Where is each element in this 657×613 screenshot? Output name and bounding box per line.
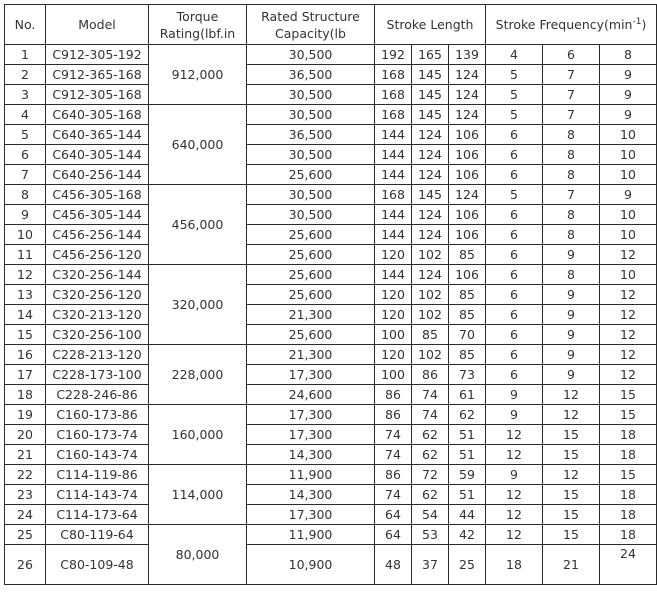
- table-row: [5, 205, 657, 225]
- model-cell: C320-256-100: [46, 325, 149, 345]
- model-cell: C228-213-120: [46, 345, 149, 365]
- stroke-frequency-2: 8: [543, 145, 600, 165]
- row-number: 11: [5, 245, 46, 265]
- table-row: [5, 345, 657, 365]
- table-row: [5, 285, 657, 305]
- stroke-frequency-1: 6: [486, 345, 543, 365]
- stroke-length-1: 192: [375, 45, 412, 65]
- stroke-frequency-3: 10: [600, 205, 657, 225]
- header-stroke-frequency: [486, 5, 657, 45]
- header-model: Model: [46, 5, 149, 45]
- stroke-frequency-3: 9: [600, 105, 657, 125]
- row-number: 18: [5, 385, 46, 405]
- stroke-frequency-1: 6: [486, 305, 543, 325]
- table-row: [5, 385, 657, 405]
- capacity-cell: 30,500: [247, 85, 375, 105]
- stroke-frequency-1: 12: [486, 445, 543, 465]
- stroke-length-1: 144: [375, 145, 412, 165]
- stroke-length-1: 74: [375, 425, 412, 445]
- stroke-frequency-2: 21: [543, 545, 600, 585]
- stroke-frequency-2: 7: [543, 65, 600, 85]
- table-row: [5, 465, 657, 485]
- row-number: 4: [5, 105, 46, 125]
- stroke-frequency-3: 12: [600, 365, 657, 385]
- table-row: [5, 365, 657, 385]
- stroke-length-3: 51: [449, 425, 486, 445]
- stroke-frequency-1: 6: [486, 245, 543, 265]
- row-number: 12: [5, 265, 46, 285]
- table-row: [5, 445, 657, 465]
- row-number: 6: [5, 145, 46, 165]
- stroke-frequency-3: 10: [600, 165, 657, 185]
- table-row: [5, 265, 657, 285]
- stroke-frequency-1: 5: [486, 65, 543, 85]
- capacity-cell: 17,300: [247, 405, 375, 425]
- table-row: [5, 245, 657, 265]
- table-row: [5, 325, 657, 345]
- stroke-length-2: 124: [412, 265, 449, 285]
- capacity-cell: 25,600: [247, 285, 375, 305]
- stroke-frequency-3: 9: [600, 65, 657, 85]
- capacity-cell: 30,500: [247, 205, 375, 225]
- capacity-cell: 30,500: [247, 45, 375, 65]
- stroke-length-1: 64: [375, 525, 412, 545]
- stroke-frequency-2: 12: [543, 405, 600, 425]
- stroke-frequency-1: 5: [486, 105, 543, 125]
- stroke-length-3: 124: [449, 85, 486, 105]
- stroke-length-1: 48: [375, 545, 412, 585]
- stroke-frequency-1: 6: [486, 285, 543, 305]
- model-cell: C228-246-86: [46, 385, 149, 405]
- stroke-length-3: 85: [449, 285, 486, 305]
- stroke-length-3: 73: [449, 365, 486, 385]
- stroke-frequency-2: 7: [543, 185, 600, 205]
- capacity-cell: 30,500: [247, 145, 375, 165]
- table-row: [5, 65, 657, 85]
- model-cell: C228-173-100: [46, 365, 149, 385]
- stroke-frequency-3: 12: [600, 345, 657, 365]
- stroke-frequency-3: 12: [600, 285, 657, 305]
- model-cell: C80-109-48: [46, 545, 149, 585]
- stroke-length-1: 144: [375, 265, 412, 285]
- stroke-length-2: 54: [412, 505, 449, 525]
- row-number: 7: [5, 165, 46, 185]
- stroke-frequency-3: 18: [600, 505, 657, 525]
- stroke-frequency-2: 12: [543, 385, 600, 405]
- stroke-length-1: 100: [375, 365, 412, 385]
- stroke-length-1: 120: [375, 345, 412, 365]
- stroke-length-3: 124: [449, 185, 486, 205]
- capacity-cell: 14,300: [247, 485, 375, 505]
- stroke-frequency-2: 9: [543, 245, 600, 265]
- table-row: [5, 425, 657, 445]
- row-number: 9: [5, 205, 46, 225]
- stroke-frequency-1: 4: [486, 45, 543, 65]
- stroke-length-2: 53: [412, 525, 449, 545]
- stroke-length-3: 124: [449, 65, 486, 85]
- table-row: [5, 45, 657, 65]
- stroke-frequency-1: 6: [486, 365, 543, 385]
- row-number: 8: [5, 185, 46, 205]
- stroke-length-1: 120: [375, 285, 412, 305]
- stroke-length-1: 86: [375, 385, 412, 405]
- capacity-cell: 25,600: [247, 225, 375, 245]
- table-row: [5, 405, 657, 425]
- header-stroke-frequency-sup: -1: [632, 16, 642, 27]
- stroke-length-2: 124: [412, 125, 449, 145]
- stroke-length-1: 120: [375, 245, 412, 265]
- row-number: 1: [5, 45, 46, 65]
- stroke-length-2: 145: [412, 185, 449, 205]
- capacity-cell: 25,600: [247, 325, 375, 345]
- stroke-frequency-1: 9: [486, 405, 543, 425]
- model-cell: C640-256-144: [46, 165, 149, 185]
- model-cell: C456-256-144: [46, 225, 149, 245]
- stroke-frequency-2: 8: [543, 165, 600, 185]
- capacity-cell: 25,600: [247, 265, 375, 285]
- row-number: 2: [5, 65, 46, 85]
- header-capacity-label: Rated Structure Capacity(lb: [261, 9, 360, 41]
- stroke-frequency-3: 15: [600, 405, 657, 425]
- stroke-length-3: 51: [449, 485, 486, 505]
- header-torque: [149, 5, 247, 45]
- stroke-frequency-2: 9: [543, 365, 600, 385]
- torque-cell: 320,000: [149, 265, 247, 345]
- table-row: [5, 125, 657, 145]
- table-row: [5, 505, 657, 525]
- model-cell: C912-365-168: [46, 65, 149, 85]
- stroke-length-3: 106: [449, 225, 486, 245]
- stroke-frequency-2: 9: [543, 305, 600, 325]
- stroke-length-1: 144: [375, 125, 412, 145]
- stroke-frequency-1: 9: [486, 385, 543, 405]
- stroke-length-1: 168: [375, 65, 412, 85]
- capacity-cell: 36,500: [247, 65, 375, 85]
- stroke-frequency-3: 10: [600, 145, 657, 165]
- stroke-frequency-2: 15: [543, 485, 600, 505]
- stroke-length-3: 44: [449, 505, 486, 525]
- capacity-cell: 30,500: [247, 185, 375, 205]
- capacity-cell: 11,900: [247, 465, 375, 485]
- stroke-length-2: 85: [412, 325, 449, 345]
- row-number: 17: [5, 365, 46, 385]
- stroke-length-2: 74: [412, 405, 449, 425]
- stroke-length-1: 74: [375, 485, 412, 505]
- torque-cell: 160,000: [149, 405, 247, 465]
- torque-cell: 456,000: [149, 185, 247, 265]
- row-number: 15: [5, 325, 46, 345]
- stroke-frequency-2: 9: [543, 285, 600, 305]
- capacity-cell: 21,300: [247, 305, 375, 325]
- stroke-length-2: 124: [412, 145, 449, 165]
- row-number: 22: [5, 465, 46, 485]
- table-row: [5, 105, 657, 125]
- model-cell: C456-305-168: [46, 185, 149, 205]
- stroke-frequency-2: 7: [543, 85, 600, 105]
- stroke-frequency-2: 9: [543, 345, 600, 365]
- header-row: [5, 5, 657, 45]
- stroke-length-2: 124: [412, 225, 449, 245]
- stroke-length-3: 59: [449, 465, 486, 485]
- table-row: [5, 545, 657, 585]
- stroke-frequency-2: 6: [543, 45, 600, 65]
- torque-cell: 80,000: [149, 525, 247, 585]
- header-stroke-frequency-label: Stroke Frequency(min: [495, 16, 633, 32]
- model-cell: C640-305-144: [46, 145, 149, 165]
- table-row: [5, 185, 657, 205]
- model-cell: C160-173-74: [46, 425, 149, 445]
- model-cell: C912-305-192: [46, 45, 149, 65]
- stroke-length-1: 74: [375, 445, 412, 465]
- model-cell: C114-143-74: [46, 485, 149, 505]
- stroke-frequency-2: 15: [543, 525, 600, 545]
- stroke-frequency-2: 8: [543, 225, 600, 245]
- stroke-frequency-1: 6: [486, 325, 543, 345]
- stroke-length-3: 85: [449, 345, 486, 365]
- stroke-length-1: 120: [375, 305, 412, 325]
- capacity-cell: 24,600: [247, 385, 375, 405]
- stroke-frequency-3: 18: [600, 485, 657, 505]
- stroke-length-3: 85: [449, 245, 486, 265]
- stroke-frequency-3: 12: [600, 305, 657, 325]
- stroke-length-1: 168: [375, 85, 412, 105]
- stroke-frequency-3: 10: [600, 125, 657, 145]
- stroke-frequency-3: 10: [600, 225, 657, 245]
- stroke-length-1: 144: [375, 225, 412, 245]
- stroke-frequency-3: 18: [600, 525, 657, 545]
- stroke-length-3: 51: [449, 445, 486, 465]
- capacity-cell: 17,300: [247, 365, 375, 385]
- stroke-length-2: 62: [412, 445, 449, 465]
- stroke-length-3: 61: [449, 385, 486, 405]
- stroke-frequency-1: 9: [486, 465, 543, 485]
- stroke-frequency-1: 6: [486, 125, 543, 145]
- model-cell: C912-305-168: [46, 85, 149, 105]
- stroke-frequency-2: 15: [543, 505, 600, 525]
- stroke-length-3: 106: [449, 145, 486, 165]
- stroke-length-3: 62: [449, 405, 486, 425]
- stroke-length-1: 86: [375, 405, 412, 425]
- stroke-length-3: 106: [449, 165, 486, 185]
- header-stroke-frequency-close: ): [641, 16, 647, 32]
- table-body: [5, 45, 657, 585]
- model-cell: C114-173-64: [46, 505, 149, 525]
- stroke-frequency-2: 15: [543, 445, 600, 465]
- stroke-frequency-3: 18: [600, 445, 657, 465]
- stroke-length-3: 106: [449, 205, 486, 225]
- capacity-cell: 11,900: [247, 525, 375, 545]
- stroke-length-2: 86: [412, 365, 449, 385]
- stroke-frequency-1: 5: [486, 85, 543, 105]
- model-cell: C640-365-144: [46, 125, 149, 145]
- stroke-frequency-3: 9: [600, 85, 657, 105]
- torque-cell: 228,000: [149, 345, 247, 405]
- table-row: [5, 525, 657, 545]
- stroke-length-2: 74: [412, 385, 449, 405]
- stroke-frequency-1: 6: [486, 225, 543, 245]
- row-number: 16: [5, 345, 46, 365]
- row-number: 10: [5, 225, 46, 245]
- stroke-frequency-1: 5: [486, 185, 543, 205]
- model-cell: C160-173-86: [46, 405, 149, 425]
- capacity-cell: 10,900: [247, 545, 375, 585]
- stroke-frequency-1: 6: [486, 165, 543, 185]
- row-number: 26: [5, 545, 46, 585]
- table-row: [5, 145, 657, 165]
- torque-cell: 114,000: [149, 465, 247, 525]
- row-number: 24: [5, 505, 46, 525]
- stroke-length-3: 139: [449, 45, 486, 65]
- stroke-frequency-1: 6: [486, 145, 543, 165]
- stroke-frequency-2: 8: [543, 265, 600, 285]
- stroke-length-1: 64: [375, 505, 412, 525]
- row-number: 25: [5, 525, 46, 545]
- stroke-length-3: 25: [449, 545, 486, 585]
- stroke-frequency-3: 12: [600, 245, 657, 265]
- spec-table: [4, 4, 657, 585]
- torque-cell: 640,000: [149, 105, 247, 185]
- stroke-length-3: 85: [449, 305, 486, 325]
- capacity-cell: 36,500: [247, 125, 375, 145]
- stroke-frequency-3: 9: [600, 185, 657, 205]
- header-no: No.: [5, 5, 46, 45]
- capacity-cell: 14,300: [247, 445, 375, 465]
- stroke-frequency-1: 6: [486, 265, 543, 285]
- table-row: [5, 485, 657, 505]
- model-cell: C320-256-144: [46, 265, 149, 285]
- stroke-length-3: 124: [449, 105, 486, 125]
- model-cell: C80-119-64: [46, 525, 149, 545]
- stroke-frequency-1: 18: [486, 545, 543, 585]
- table-row: [5, 305, 657, 325]
- capacity-cell: 30,500: [247, 105, 375, 125]
- stroke-frequency-2: 12: [543, 465, 600, 485]
- torque-cell: 912,000: [149, 45, 247, 105]
- capacity-cell: 21,300: [247, 345, 375, 365]
- model-cell: C456-305-144: [46, 205, 149, 225]
- stroke-frequency-3: 15: [600, 385, 657, 405]
- stroke-frequency-1: 12: [486, 485, 543, 505]
- header-stroke-length: Stroke Length: [375, 5, 486, 45]
- stroke-length-1: 86: [375, 465, 412, 485]
- stroke-frequency-2: 8: [543, 205, 600, 225]
- model-cell: C320-213-120: [46, 305, 149, 325]
- row-number: 23: [5, 485, 46, 505]
- stroke-frequency-3: 10: [600, 265, 657, 285]
- stroke-length-1: 100: [375, 325, 412, 345]
- row-number: 20: [5, 425, 46, 445]
- table-row: [5, 165, 657, 185]
- stroke-length-2: 165: [412, 45, 449, 65]
- stroke-length-2: 102: [412, 285, 449, 305]
- table-row: [5, 85, 657, 105]
- model-cell: C114-119-86: [46, 465, 149, 485]
- stroke-length-2: 62: [412, 425, 449, 445]
- stroke-length-1: 168: [375, 185, 412, 205]
- stroke-length-2: 124: [412, 165, 449, 185]
- stroke-frequency-1: 12: [486, 525, 543, 545]
- stroke-frequency-2: 8: [543, 125, 600, 145]
- stroke-frequency-2: 15: [543, 425, 600, 445]
- stroke-length-2: 72: [412, 465, 449, 485]
- stroke-frequency-3: 12: [600, 325, 657, 345]
- stroke-frequency-3: 18: [600, 425, 657, 445]
- stroke-length-1: 168: [375, 105, 412, 125]
- stroke-length-3: 70: [449, 325, 486, 345]
- stroke-length-1: 144: [375, 205, 412, 225]
- stroke-length-2: 124: [412, 205, 449, 225]
- model-cell: C320-256-120: [46, 285, 149, 305]
- stroke-length-3: 106: [449, 125, 486, 145]
- stroke-frequency-2: 9: [543, 325, 600, 345]
- stroke-length-3: 42: [449, 525, 486, 545]
- model-cell: C160-143-74: [46, 445, 149, 465]
- row-number: 19: [5, 405, 46, 425]
- stroke-frequency-1: 6: [486, 205, 543, 225]
- stroke-frequency-3: 15: [600, 465, 657, 485]
- row-number: 3: [5, 85, 46, 105]
- stroke-length-1: 144: [375, 165, 412, 185]
- stroke-length-2: 102: [412, 305, 449, 325]
- stroke-length-2: 145: [412, 105, 449, 125]
- stroke-length-2: 37: [412, 545, 449, 585]
- stroke-length-2: 102: [412, 245, 449, 265]
- row-number: 5: [5, 125, 46, 145]
- stroke-frequency-3: 24: [600, 545, 657, 585]
- stroke-length-2: 62: [412, 485, 449, 505]
- stroke-length-2: 145: [412, 85, 449, 105]
- capacity-cell: 25,600: [247, 245, 375, 265]
- capacity-cell: 25,600: [247, 165, 375, 185]
- stroke-length-2: 102: [412, 345, 449, 365]
- row-number: 13: [5, 285, 46, 305]
- header-torque-label: Torque Rating(lbf.in: [159, 9, 236, 41]
- stroke-frequency-2: 7: [543, 105, 600, 125]
- stroke-frequency-3: 8: [600, 45, 657, 65]
- capacity-cell: 17,300: [247, 505, 375, 525]
- stroke-frequency-1: 12: [486, 425, 543, 445]
- stroke-frequency-1: 12: [486, 505, 543, 525]
- stroke-length-2: 145: [412, 65, 449, 85]
- row-number: 21: [5, 445, 46, 465]
- header-capacity: [247, 5, 375, 45]
- table-row: [5, 225, 657, 245]
- model-cell: C456-256-120: [46, 245, 149, 265]
- stroke-length-3: 106: [449, 265, 486, 285]
- capacity-cell: 17,300: [247, 425, 375, 445]
- model-cell: C640-305-168: [46, 105, 149, 125]
- row-number: 14: [5, 305, 46, 325]
